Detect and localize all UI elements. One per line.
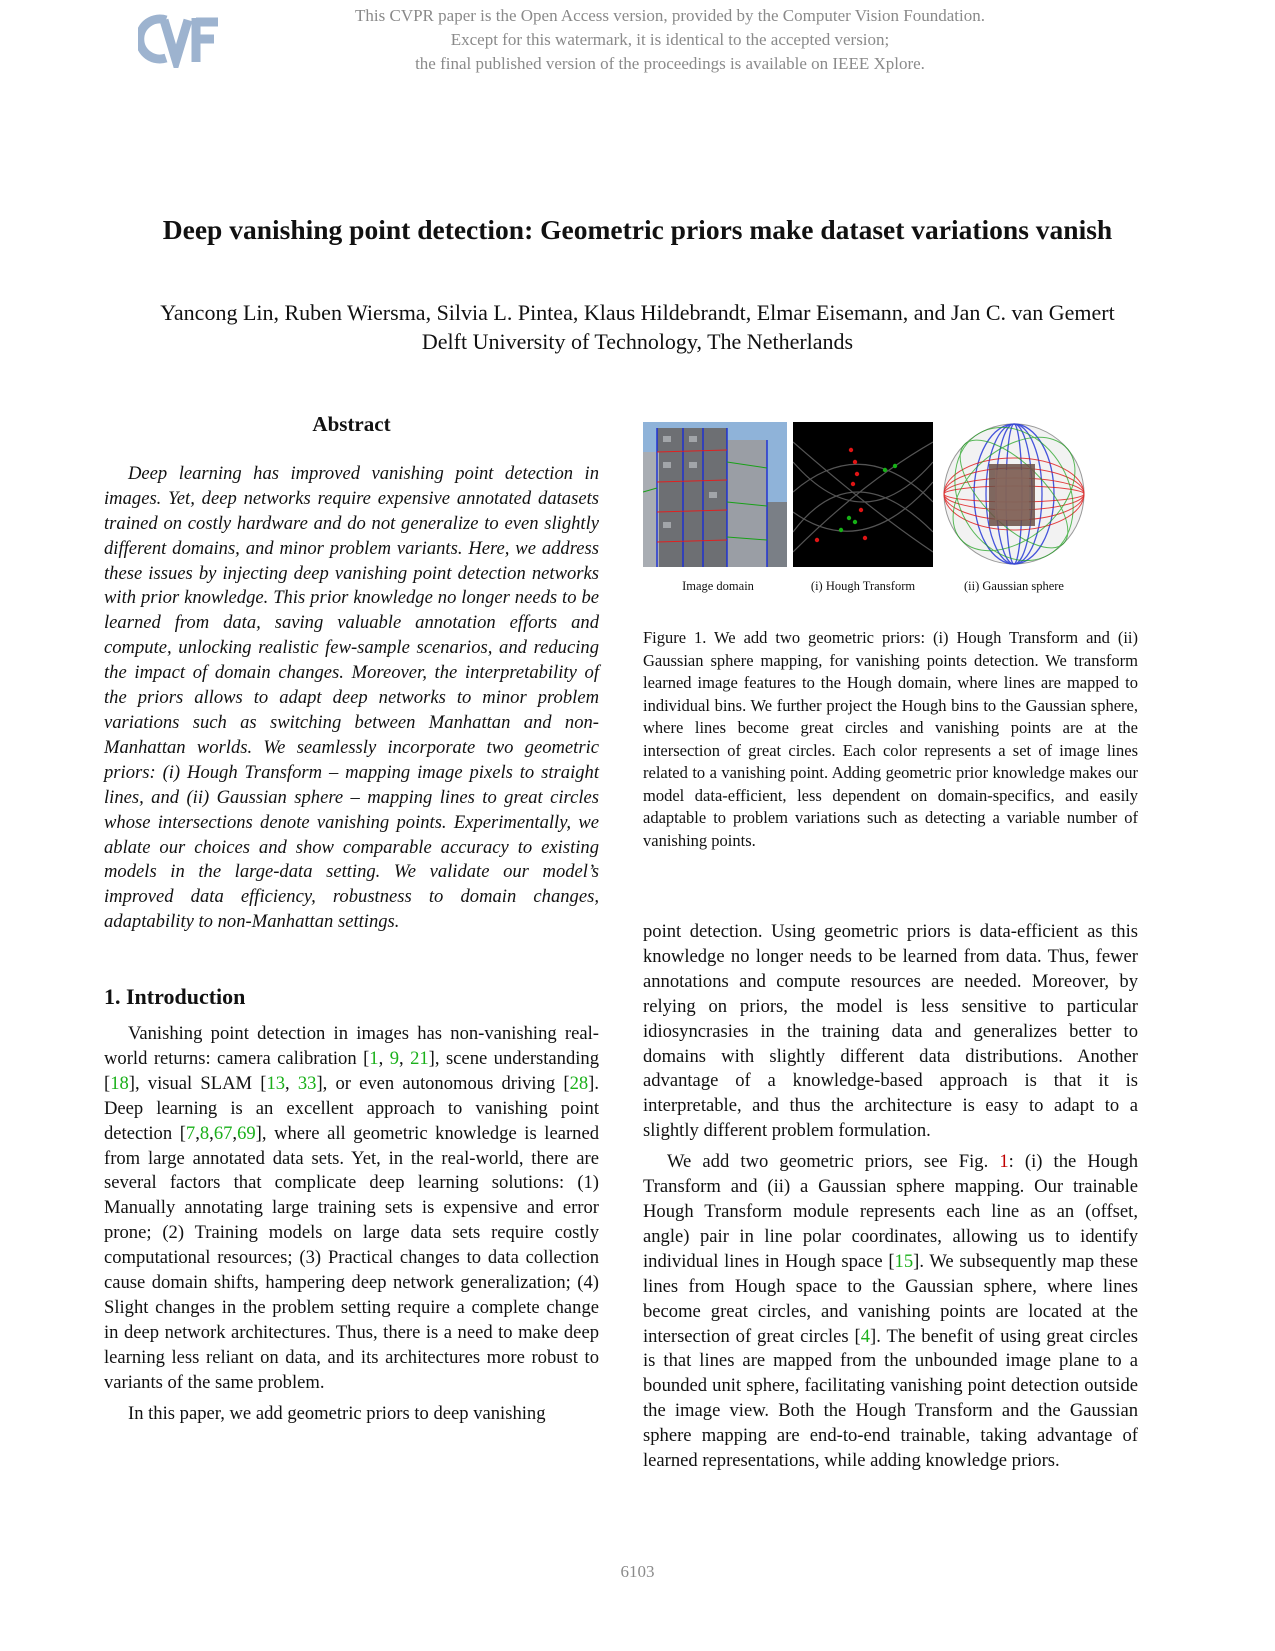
citation-link[interactable]: 15 [894, 1250, 914, 1272]
watermark-line: the final published version of the proceedings is available on IEEE Xplore. [415, 54, 925, 73]
text-run: Vanishing point detection in images has non-vanishing real-world returns: camera calibration [ [104, 1023, 599, 1069]
body-paragraph [643, 1150, 1138, 1474]
citation-link[interactable]: 21 [410, 1047, 429, 1069]
gaussian-sphere-panel [939, 422, 1089, 567]
citation-link[interactable]: 33 [297, 1072, 317, 1094]
watermark-line: This CVPR paper is the Open Access version, provided by the Computer Vision Foundation. [355, 6, 985, 25]
citation-link[interactable]: 18 [110, 1072, 129, 1094]
text-run: : (i) the Hough Transform and (ii) a Gaussian sphere mapping. Our trainable Hough Transform module represents each line as an (offset, angle) pair in line polar coordinates, allowing us to identify individual lines in Hough space [ [643, 1151, 1138, 1272]
cvf-logo [138, 12, 220, 68]
figure-label-image-domain: Image domain [682, 579, 754, 593]
abstract-text: Deep learning has improved vanishing point detection in images. Yet, deep networks require expensive annotated datasets trained on costly hardware and do not generalize to even slightly different domains, and minor problem variants. Here, we address these issues by injecting deep vanishing point detection networks with prior knowledge. This prior knowledge no longer needs to be learned from data, saving valuable annotation efforts and compute, unlocking realistic few-sample scenarios, and reducing the impact of domain changes. Moreover, the interpretability of the priors allows to adapt deep networks to minor problem variations such as switching between Manhattan and non-Manhattan worlds. We seamlessly incorporate two geometric priors: (i) Hough Transform – mapping image pixels to straight lines, and (ii) Gaussian sphere – mapping lines to great circles whose intersections denote vanishing points. Experimentally, we ablate our choices and show comparable accuracy to existing models in the large-data setting. We validate our model’s improved data efficiency, robustness to domain changes, adaptability to non-Manhattan settings. [104, 462, 599, 933]
intro-paragraph: In this paper, we add geometric priors to deep vanishing [128, 1402, 546, 1424]
citation-link[interactable]: 8 [199, 1122, 210, 1144]
text-run: ]. The benefit of using great circles is that lines are mapped from the unbounded image plane to a bounded unit sphere, facilitating vanishing point detection outside the image view. Both the Hough Transform and the Gaussian sphere mapping are end-to-end trainable, taking advantage of learned representations, while adding knowledge priors. [643, 1325, 1138, 1472]
section-heading-introduction: 1. Introduction [104, 984, 246, 1010]
author-list: Yancong Lin, Ruben Wiersma, Silvia L. Pintea, Klaus Hildebrandt, Elmar Eisemann, and Jan C. van Gemert [160, 300, 1115, 325]
text-run: ], visual SLAM [ [128, 1072, 267, 1094]
citation-link[interactable]: 13 [266, 1072, 286, 1094]
citation-link[interactable]: 4 [860, 1325, 871, 1347]
body-paragraph: point detection. Using geometric priors is data-efficient as this knowledge no longer needs to be learned from data. Thus, fewer annotations and compute resources are needed. Moreover, by relying on priors, the model is less sensitive to particular idiosyncrasies in the training data and generalizes better to domains with slightly different data distributions. Another advantage of a knowledge-based approach is that it is interpretable, and thus the architecture is easy to adapt to a slightly different problem formulation. [643, 921, 1138, 1142]
citation-link[interactable]: 69 [237, 1122, 256, 1144]
text-run: ], scene understanding [ [104, 1047, 600, 1094]
figure-1 [643, 422, 1138, 593]
text-run: ], where all geometric knowledge is learned from large annotated data sets. Yet, in the real-world, there are several factors that complicate deep learning solutions: (1) Manually annotating large training sets is expensive and error prone; (2) Training models on large data sets require costly computational resources; (3) Practical changes to data collection cause domain shifts, hampering deep network generalization; (4) Slight changes in the problem setting require a complete change in deep network architectures. Thus, there is a need to make deep learning less reliant on data, and its architectures more robust to variants of the same problem. [104, 1122, 599, 1393]
citation-link[interactable]: 67 [213, 1122, 233, 1144]
page-number: 6103 [620, 1562, 655, 1581]
figure-label-sphere: (ii) Gaussian sphere [964, 579, 1064, 593]
abstract-heading: Abstract [312, 412, 391, 436]
text-run: ]. Deep learning is an excellent approach to vanishing point detection [ [104, 1072, 599, 1144]
intro-paragraph: Vanishing point detection in images has non-vanishing real-world returns: camera calibration [1, 9, 21], scene understanding [18], visual SLAM [13, 33], or even autonomous driving [28]. Deep learning is an excellent approach to vanishing point detection [7,8,67,69], where all geometric knowledge is learned from large annotated data sets. Yet, in the real-world, there are several factors that complicate deep learning solutions: (1) Manually annotating large training sets is expensive and error prone; (2) Training models on large data sets require costly computational resources; (3) Practical changes to data collection cause domain shifts, hampering deep network generalization; (4) Slight changes in the problem setting require a complete change in deep network architectures. Thus, there is a need to make deep learning less reliant on data, and its architectures more robust to variants of the same problem. [104, 1023, 600, 1393]
paper-title: Deep vanishing point detection: Geometric priors make dataset variations vanish [162, 214, 1113, 245]
left-column [104, 412, 599, 1427]
text-run: ]. We subsequently map these lines from Hough space to the Gaussian sphere, where lines become great circles, and vanishing points are located at the intersection of great circles [ [643, 1250, 1139, 1347]
citation-link[interactable]: 1 [369, 1047, 379, 1069]
author-block [60, 298, 1215, 356]
text-run: We add two geometric priors, see Fig. [667, 1151, 1000, 1173]
citation-link[interactable]: 7 [185, 1122, 196, 1144]
right-column-body [643, 920, 1138, 1474]
figure-reference-link[interactable]: 1 [999, 1151, 1009, 1173]
watermark-line: Except for this watermark, it is identical to the accepted version; [450, 30, 890, 49]
watermark-text [300, 4, 1040, 76]
citation-link[interactable]: 9 [389, 1047, 399, 1069]
affiliation: Delft University of Technology, The Netherlands [421, 329, 854, 354]
right-column [643, 422, 1138, 1474]
image-domain-panel [643, 422, 787, 567]
hough-transform-panel [793, 422, 933, 567]
figure-caption: Figure 1. We add two geometric priors: (i) Hough Transform and (ii) Gaussian sphere mapping, for vanishing points detection. We transform learned image features to the Hough domain, where lines are mapped to individual bins. We further project the Hough bins to the Gaussian sphere, where lines become great circles and vanishing points are at the intersection of great circles. Each color represents a set of image lines related to a vanishing point. Adding geometric prior knowledge makes our model data-efficient, less dependent on domain-specifics, and easily adaptable to problem variations such as detecting a variable number of vanishing points. [643, 628, 1138, 850]
figure-label-hough: (i) Hough Transform [810, 579, 916, 593]
citation-link[interactable]: 28 [569, 1072, 589, 1094]
text-run: ], or even autonomous driving [ [316, 1072, 570, 1094]
